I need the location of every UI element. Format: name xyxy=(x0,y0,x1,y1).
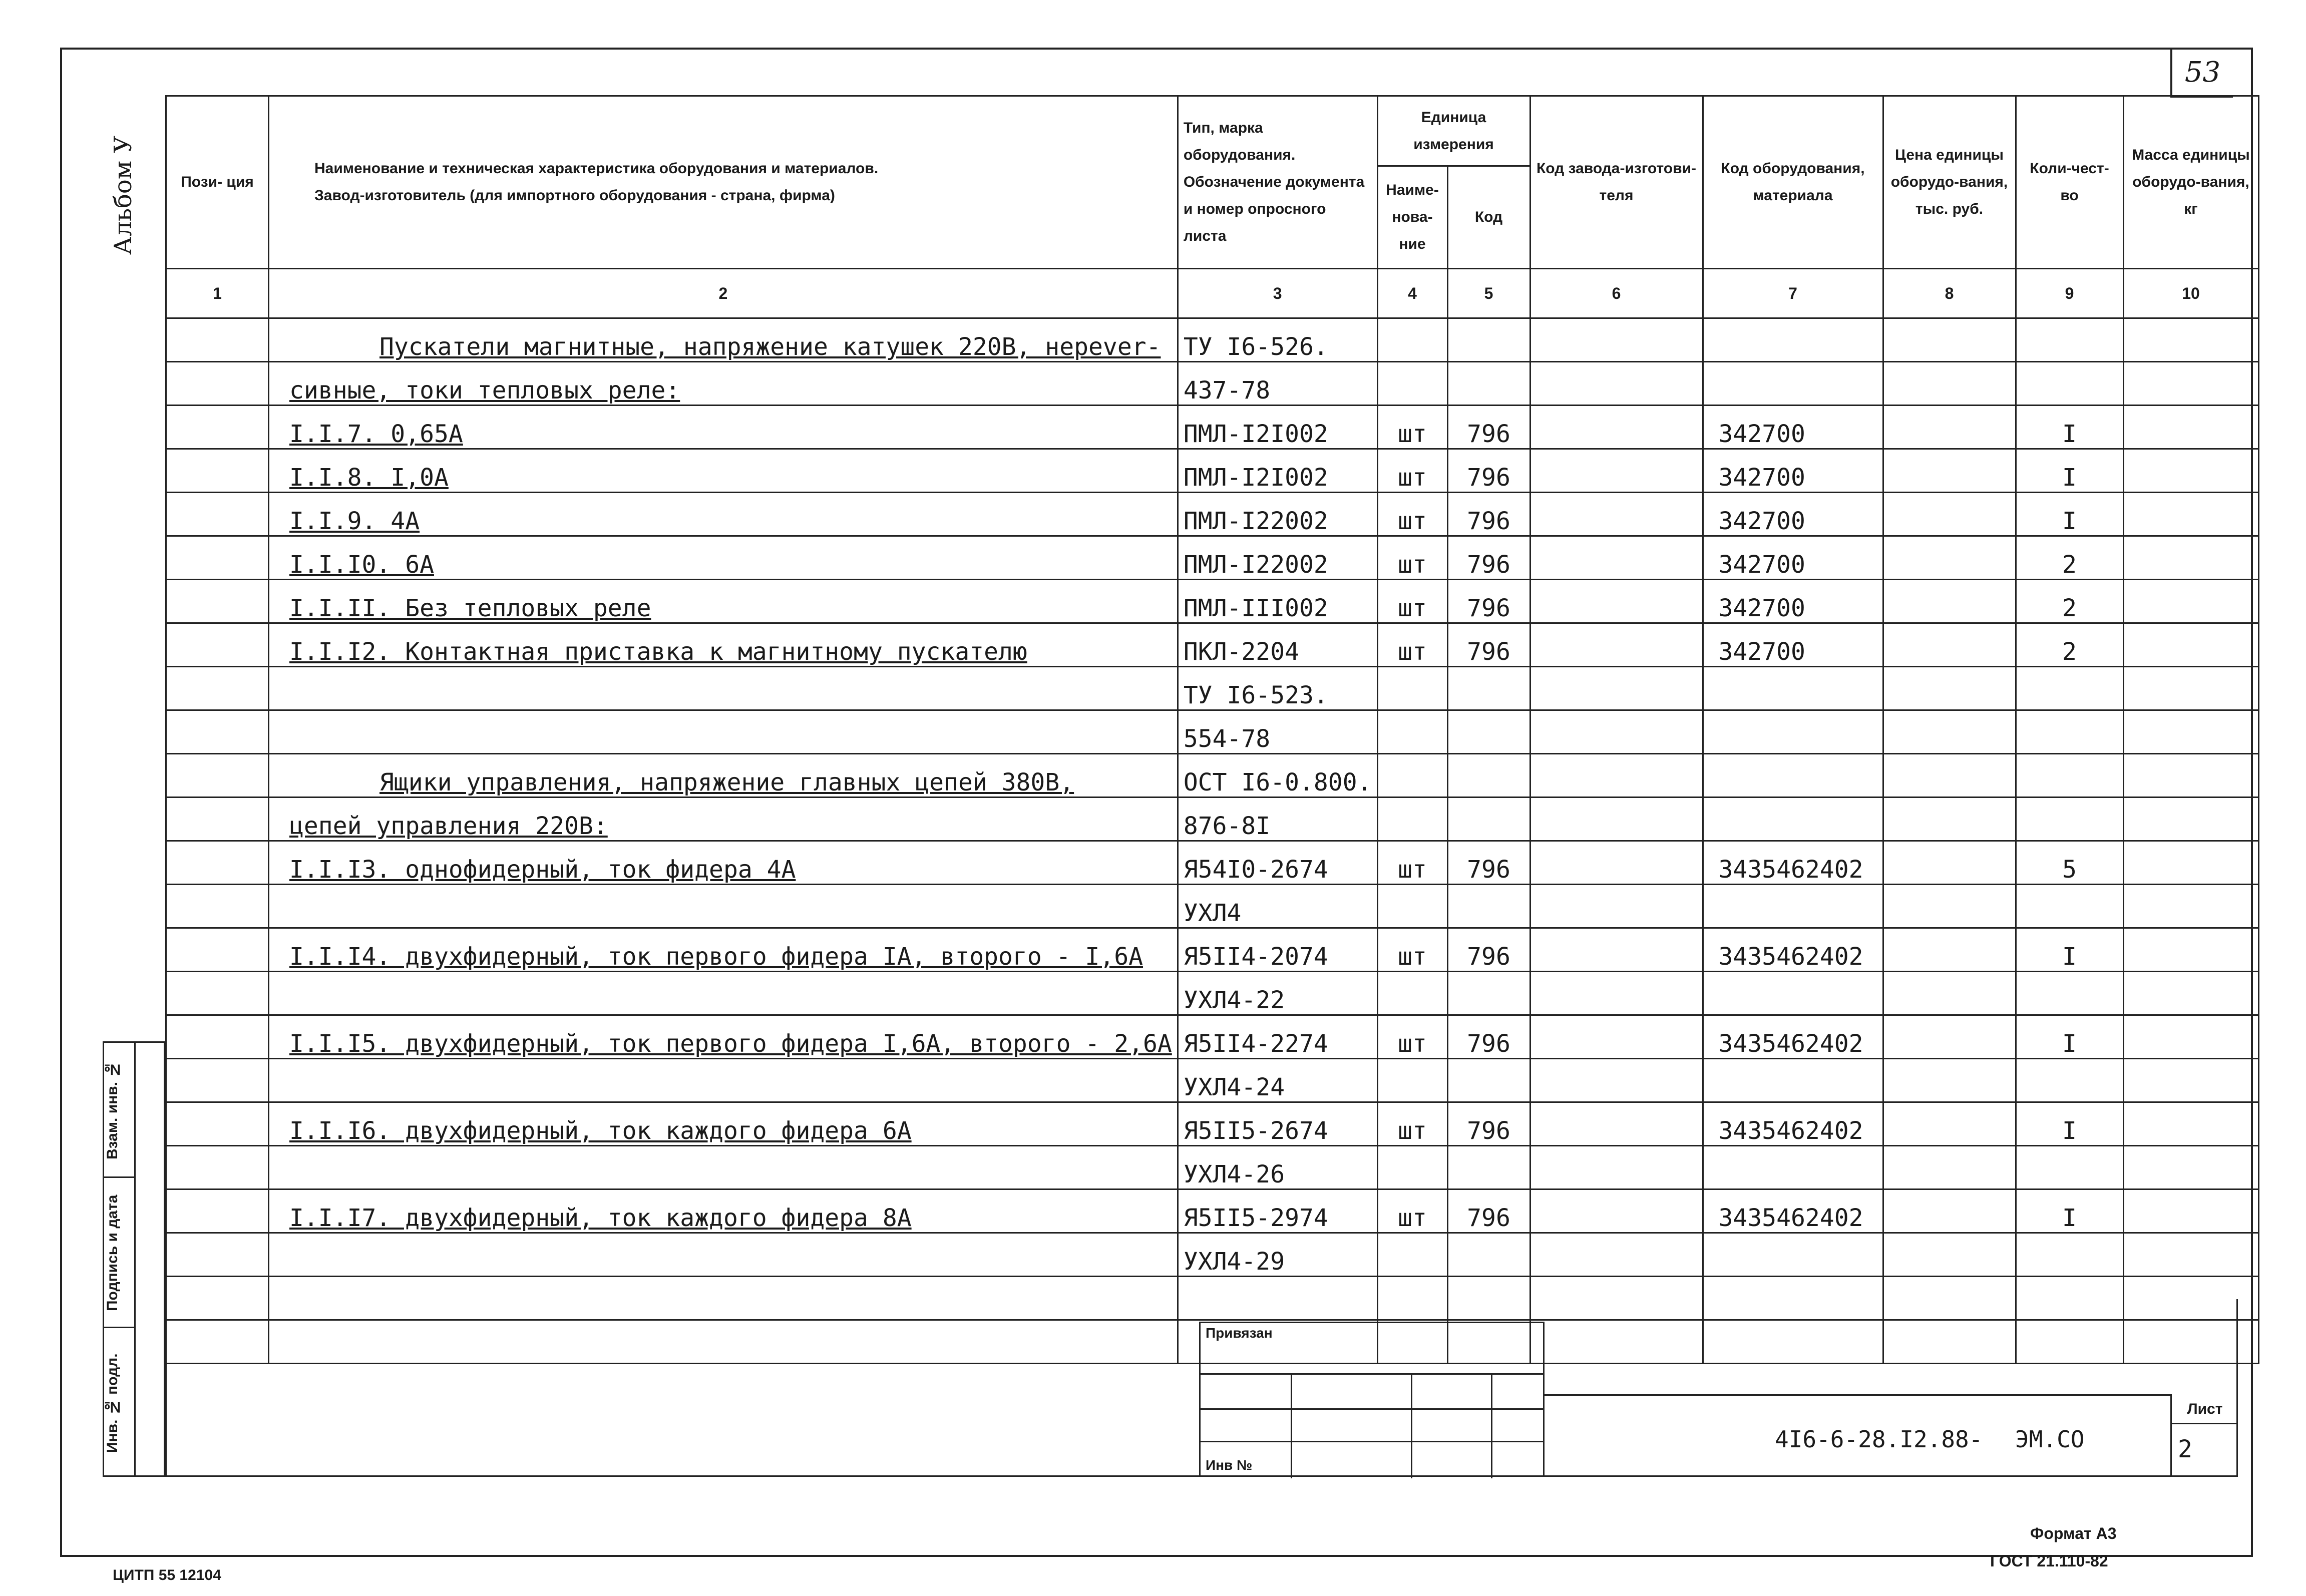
plant-code-cell xyxy=(1530,362,1703,406)
material-code-cell: 342700 xyxy=(1703,406,1883,449)
unit-code-cell xyxy=(1447,754,1530,797)
price-cell xyxy=(1883,449,2016,493)
plant-code-cell xyxy=(1530,318,1703,362)
table-row xyxy=(166,1102,2259,1146)
mass-cell xyxy=(2123,1233,2258,1277)
unit-code-cell xyxy=(1447,318,1530,362)
unit-name-cell: шт xyxy=(1377,536,1447,580)
name-cell: I.I.I4. двухфидерный, ток первого фидера IА, второго - I,6А xyxy=(269,928,1178,972)
position-cell xyxy=(166,841,269,885)
table-row xyxy=(166,972,2259,1015)
material-code-cell xyxy=(1703,318,1883,362)
material-code-cell xyxy=(1703,1146,1883,1189)
name-cell: I.I.I5. двухфидерный, ток первого фидера I,6А, второго - 2,6А xyxy=(269,1015,1178,1059)
binding-label: Привязан xyxy=(1206,1325,1273,1341)
material-code-cell: 3435462402 xyxy=(1703,1102,1883,1146)
material-code-cell xyxy=(1703,1059,1883,1102)
unit-name-cell xyxy=(1377,1233,1447,1277)
column-numbers-row xyxy=(166,269,2259,318)
quantity-cell xyxy=(2016,1146,2123,1189)
name-cell: цепей управления 220В: xyxy=(269,797,1178,841)
type-cell: ПМЛ-I22002 xyxy=(1178,493,1377,536)
mass-cell xyxy=(2123,754,2258,797)
quantity-cell xyxy=(2016,1059,2123,1102)
unit-name-cell: шт xyxy=(1377,406,1447,449)
colnum-3: 3 xyxy=(1178,269,1377,318)
material-code-cell: 3435462402 xyxy=(1703,1189,1883,1233)
mass-cell xyxy=(2123,885,2258,928)
unit-code-cell: 796 xyxy=(1447,449,1530,493)
left-stamp xyxy=(103,1041,165,1477)
type-cell: ПМЛ-I2I002 xyxy=(1178,449,1377,493)
mass-cell xyxy=(2123,1146,2258,1189)
plant-code-cell xyxy=(1530,885,1703,928)
mass-cell xyxy=(2123,667,2258,710)
position-cell xyxy=(166,623,269,667)
table-row xyxy=(166,1233,2259,1277)
plant-code-cell xyxy=(1530,449,1703,493)
colnum-2: 2 xyxy=(269,269,1178,318)
unit-name-cell: шт xyxy=(1377,1102,1447,1146)
table-row xyxy=(166,710,2259,754)
quantity-cell: I xyxy=(2016,1102,2123,1146)
plant-code-cell xyxy=(1530,1233,1703,1277)
name-cell: I.I.7. 0,65А xyxy=(269,406,1178,449)
colnum-1: 1 xyxy=(166,269,269,318)
footer-left: ЦИТП 55 12104 xyxy=(113,1567,221,1583)
price-cell xyxy=(1883,493,2016,536)
header-position: Пози- ция xyxy=(166,96,269,269)
position-cell xyxy=(166,536,269,580)
price-cell xyxy=(1883,928,2016,972)
material-code-cell xyxy=(1703,754,1883,797)
material-code-cell: 342700 xyxy=(1703,536,1883,580)
quantity-cell xyxy=(2016,797,2123,841)
price-cell xyxy=(1883,841,2016,885)
name-cell xyxy=(269,667,1178,710)
plant-code-cell xyxy=(1530,1015,1703,1059)
handwritten-sheet-number: 53 xyxy=(2170,48,2233,98)
table-row xyxy=(166,928,2259,972)
table-row xyxy=(166,318,2259,362)
sheet-label: Лист xyxy=(2172,1394,2238,1424)
header-mass: Масса единицы оборудо-вания, кг xyxy=(2123,96,2258,269)
table-row xyxy=(166,1059,2259,1102)
mass-cell xyxy=(2123,362,2258,406)
unit-code-cell xyxy=(1447,1146,1530,1189)
plant-code-cell xyxy=(1530,406,1703,449)
unit-name-cell xyxy=(1377,797,1447,841)
material-code-cell xyxy=(1703,1233,1883,1277)
price-cell xyxy=(1883,1059,2016,1102)
position-cell xyxy=(166,928,269,972)
type-cell: 437-78 xyxy=(1178,362,1377,406)
unit-code-cell xyxy=(1447,667,1530,710)
material-code-cell xyxy=(1703,362,1883,406)
position-cell xyxy=(166,1233,269,1277)
unit-code-cell: 796 xyxy=(1447,406,1530,449)
price-cell xyxy=(1883,972,2016,1015)
position-cell xyxy=(166,1146,269,1189)
type-cell: УХЛ4 xyxy=(1178,885,1377,928)
mass-cell xyxy=(2123,1015,2258,1059)
price-cell xyxy=(1883,710,2016,754)
name-cell xyxy=(269,1059,1178,1102)
plant-code-cell xyxy=(1530,797,1703,841)
unit-code-cell: 796 xyxy=(1447,623,1530,667)
material-code-cell: 342700 xyxy=(1703,623,1883,667)
unit-name-cell xyxy=(1377,318,1447,362)
unit-code-cell: 796 xyxy=(1447,1015,1530,1059)
unit-name-cell xyxy=(1377,885,1447,928)
colnum-7: 7 xyxy=(1703,269,1883,318)
position-cell xyxy=(166,667,269,710)
mass-cell xyxy=(2123,493,2258,536)
position-cell xyxy=(166,1015,269,1059)
type-cell: ТУ I6-526. xyxy=(1178,318,1377,362)
album-label: Альбом У xyxy=(109,135,137,255)
footer-format: Формат А3 xyxy=(2030,1524,2117,1542)
price-cell xyxy=(1883,667,2016,710)
quantity-cell xyxy=(2016,972,2123,1015)
type-cell: Я5II4-2274 xyxy=(1178,1015,1377,1059)
unit-name-cell xyxy=(1377,754,1447,797)
unit-code-cell: 796 xyxy=(1447,580,1530,623)
price-cell xyxy=(1883,1233,2016,1277)
unit-name-cell xyxy=(1377,1059,1447,1102)
material-code-cell xyxy=(1703,710,1883,754)
type-cell: УХЛ4-22 xyxy=(1178,972,1377,1015)
unit-code-cell xyxy=(1447,1233,1530,1277)
price-cell xyxy=(1883,1102,2016,1146)
quantity-cell xyxy=(2016,710,2123,754)
plant-code-cell xyxy=(1530,841,1703,885)
position-cell xyxy=(166,318,269,362)
unit-name-cell: шт xyxy=(1377,841,1447,885)
table-row xyxy=(166,362,2259,406)
unit-name-cell xyxy=(1377,1146,1447,1189)
material-code-cell xyxy=(1703,797,1883,841)
material-code-cell xyxy=(1703,885,1883,928)
plant-code-cell xyxy=(1530,928,1703,972)
mass-cell xyxy=(2123,1102,2258,1146)
quantity-cell xyxy=(2016,362,2123,406)
name-cell: сивные, токи тепловых реле: xyxy=(269,362,1178,406)
mass-cell xyxy=(2123,580,2258,623)
unit-name-cell xyxy=(1377,667,1447,710)
name-cell xyxy=(269,710,1178,754)
price-cell xyxy=(1883,754,2016,797)
type-cell: Я54I0-2674 xyxy=(1178,841,1377,885)
material-code-cell: 3435462402 xyxy=(1703,1015,1883,1059)
plant-code-cell xyxy=(1530,972,1703,1015)
unit-name-cell xyxy=(1377,362,1447,406)
quantity-cell xyxy=(2016,1233,2123,1277)
material-code-cell: 342700 xyxy=(1703,580,1883,623)
position-cell xyxy=(166,406,269,449)
price-cell xyxy=(1883,623,2016,667)
type-cell: ПМЛ-III002 xyxy=(1178,580,1377,623)
mass-cell xyxy=(2123,406,2258,449)
plant-code-cell xyxy=(1530,1146,1703,1189)
table-row xyxy=(166,406,2259,449)
material-code-cell: 3435462402 xyxy=(1703,841,1883,885)
header-plant-code: Код завода-изготови-теля xyxy=(1530,96,1703,269)
name-cell: I.I.I0. 6А xyxy=(269,536,1178,580)
plant-code-cell xyxy=(1530,580,1703,623)
name-cell: I.I.8. I,0А xyxy=(269,449,1178,493)
colnum-10: 10 xyxy=(2123,269,2258,318)
footer-gost: ГОСТ 21.110-82 xyxy=(1990,1552,2108,1570)
quantity-cell: I xyxy=(2016,449,2123,493)
plant-code-cell xyxy=(1530,623,1703,667)
header-unit-code: Код xyxy=(1447,166,1530,269)
position-cell xyxy=(166,493,269,536)
name-cell xyxy=(269,885,1178,928)
quantity-cell: I xyxy=(2016,493,2123,536)
plant-code-cell xyxy=(1530,754,1703,797)
plant-code-cell xyxy=(1530,1189,1703,1233)
table-row xyxy=(166,667,2259,710)
name-cell: I.I.I6. двухфидерный, ток каждого фидера 6А xyxy=(269,1102,1178,1146)
mass-cell xyxy=(2123,536,2258,580)
quantity-cell: I xyxy=(2016,406,2123,449)
type-cell: УХЛ4-26 xyxy=(1178,1146,1377,1189)
unit-code-cell xyxy=(1447,885,1530,928)
table-row xyxy=(166,580,2259,623)
header-row xyxy=(166,96,2259,166)
position-cell xyxy=(166,1102,269,1146)
colnum-9: 9 xyxy=(2016,269,2123,318)
header-name-line2: Завод-изготовитель (для импортного оборудования - страна, фирма) xyxy=(314,187,835,204)
type-cell: ПКЛ-2204 xyxy=(1178,623,1377,667)
unit-code-cell: 796 xyxy=(1447,1102,1530,1146)
colnum-8: 8 xyxy=(1883,269,2016,318)
unit-name-cell xyxy=(1377,972,1447,1015)
mass-cell xyxy=(2123,318,2258,362)
type-cell: ПМЛ-I2I002 xyxy=(1178,406,1377,449)
unit-name-cell: шт xyxy=(1377,1189,1447,1233)
position-cell xyxy=(166,580,269,623)
material-code-cell xyxy=(1703,667,1883,710)
header-unit-group: Единица измерения xyxy=(1377,96,1530,166)
quantity-cell: 5 xyxy=(2016,841,2123,885)
header-name-line1: Наименование и техническая характеристика оборудования и материалов. xyxy=(314,160,879,177)
table-row xyxy=(166,754,2259,797)
colnum-6: 6 xyxy=(1530,269,1703,318)
specification-table xyxy=(165,95,2259,1364)
header-quantity: Коли-чест-во xyxy=(2016,96,2123,269)
unit-name-cell: шт xyxy=(1377,580,1447,623)
type-cell: 554-78 xyxy=(1178,710,1377,754)
name-cell xyxy=(269,1233,1178,1277)
binding-block xyxy=(1199,1322,1545,1477)
price-cell xyxy=(1883,536,2016,580)
mass-cell xyxy=(2123,710,2258,754)
quantity-cell: I xyxy=(2016,928,2123,972)
position-cell xyxy=(166,972,269,1015)
unit-name-cell: шт xyxy=(1377,449,1447,493)
name-cell: I.I.I7. двухфидерный, ток каждого фидера 8А xyxy=(269,1189,1178,1233)
type-cell: Я5II5-2974 xyxy=(1178,1189,1377,1233)
type-cell: ОСТ I6-0.800. xyxy=(1178,754,1377,797)
name-cell: Ящики управления, напряжение главных цепей 380В, xyxy=(269,754,1178,797)
quantity-cell: 2 xyxy=(2016,536,2123,580)
plant-code-cell xyxy=(1530,1059,1703,1102)
unit-code-cell xyxy=(1447,972,1530,1015)
table-body xyxy=(166,318,2259,1364)
unit-name-cell: шт xyxy=(1377,928,1447,972)
material-code-cell: 3435462402 xyxy=(1703,928,1883,972)
stamp-inv-podl: Инв. № подл. xyxy=(104,1353,121,1453)
type-cell: УХЛ4-24 xyxy=(1178,1059,1377,1102)
mass-cell xyxy=(2123,841,2258,885)
plant-code-cell xyxy=(1530,1102,1703,1146)
mass-cell xyxy=(2123,1059,2258,1102)
position-cell xyxy=(166,362,269,406)
document-code: 4I6-6-28.I2.88- xyxy=(1775,1426,1983,1453)
unit-code-cell: 796 xyxy=(1447,536,1530,580)
unit-code-cell xyxy=(1447,797,1530,841)
material-code-cell: 342700 xyxy=(1703,449,1883,493)
quantity-cell: 2 xyxy=(2016,623,2123,667)
quantity-cell: I xyxy=(2016,1015,2123,1059)
header-name xyxy=(269,96,1178,269)
plant-code-cell xyxy=(1530,536,1703,580)
name-cell: I.I.I3. однофидерный, ток фидера 4А xyxy=(269,841,1178,885)
header-unit-name: Наиме-нова-ние xyxy=(1377,166,1447,269)
quantity-cell xyxy=(2016,667,2123,710)
mass-cell xyxy=(2123,928,2258,972)
name-cell: I.I.9. 4А xyxy=(269,493,1178,536)
material-code-cell: 342700 xyxy=(1703,493,1883,536)
plant-code-cell xyxy=(1530,493,1703,536)
type-cell: ПМЛ-I22002 xyxy=(1178,536,1377,580)
quantity-cell xyxy=(2016,754,2123,797)
header-material-code: Код оборудования, материала xyxy=(1703,96,1883,269)
unit-code-cell: 796 xyxy=(1447,841,1530,885)
position-cell xyxy=(166,885,269,928)
unit-name-cell: шт xyxy=(1377,1015,1447,1059)
plant-code-cell xyxy=(1530,710,1703,754)
header-type: Тип, марка оборудования. Обозначение документа и номер опросного листа xyxy=(1178,96,1377,269)
unit-name-cell: шт xyxy=(1377,493,1447,536)
mass-cell xyxy=(2123,623,2258,667)
material-code-cell xyxy=(1703,972,1883,1015)
stamp-podpis: Подпись и дата xyxy=(104,1194,121,1312)
quantity-cell: I xyxy=(2016,1189,2123,1233)
sheet-value: 2 xyxy=(2178,1435,2192,1463)
colnum-4: 4 xyxy=(1377,269,1447,318)
type-cell: Я5II5-2674 xyxy=(1178,1102,1377,1146)
unit-code-cell: 796 xyxy=(1447,493,1530,536)
position-cell xyxy=(166,710,269,754)
inventory-label: Инв № xyxy=(1206,1457,1253,1473)
name-cell: I.I.II. Без тепловых реле xyxy=(269,580,1178,623)
price-cell xyxy=(1883,580,2016,623)
unit-code-cell: 796 xyxy=(1447,1189,1530,1233)
name-cell: Пускатели магнитные, напряжение катушек 220В, нерever- xyxy=(269,318,1178,362)
unit-code-cell: 796 xyxy=(1447,928,1530,972)
sheet-cell xyxy=(2170,1394,2238,1477)
unit-name-cell: шт xyxy=(1377,623,1447,667)
price-cell xyxy=(1883,1189,2016,1233)
stamp-vzam: Взам. инв. № xyxy=(104,1061,121,1160)
name-cell xyxy=(269,972,1178,1015)
type-cell: 876-8I xyxy=(1178,797,1377,841)
table-row xyxy=(166,885,2259,928)
table-row xyxy=(166,536,2259,580)
table-row xyxy=(166,841,2259,885)
table-row xyxy=(166,493,2259,536)
colnum-5: 5 xyxy=(1447,269,1530,318)
quantity-cell xyxy=(2016,318,2123,362)
quantity-cell xyxy=(2016,885,2123,928)
position-cell xyxy=(166,1059,269,1102)
table-row xyxy=(166,449,2259,493)
table-row xyxy=(166,1189,2259,1233)
price-cell xyxy=(1883,797,2016,841)
position-cell xyxy=(166,1189,269,1233)
price-cell xyxy=(1883,1146,2016,1189)
unit-code-cell xyxy=(1447,1059,1530,1102)
table-row xyxy=(166,1146,2259,1189)
price-cell xyxy=(1883,318,2016,362)
position-cell xyxy=(166,797,269,841)
name-cell: I.I.I2. Контактная приставка к магнитному пускателю xyxy=(269,623,1178,667)
quantity-cell: 2 xyxy=(2016,580,2123,623)
type-cell: ТУ I6-523. xyxy=(1178,667,1377,710)
price-cell xyxy=(1883,406,2016,449)
position-cell xyxy=(166,449,269,493)
price-cell xyxy=(1883,885,2016,928)
unit-name-cell xyxy=(1377,710,1447,754)
type-cell: Я5II4-2074 xyxy=(1178,928,1377,972)
document-mark xyxy=(1545,1394,2170,1477)
mass-cell xyxy=(2123,797,2258,841)
mass-cell xyxy=(2123,972,2258,1015)
mass-cell xyxy=(2123,1189,2258,1233)
mass-cell xyxy=(2123,449,2258,493)
plant-code-cell xyxy=(1530,667,1703,710)
unit-code-cell xyxy=(1447,362,1530,406)
name-cell xyxy=(269,1146,1178,1189)
table-row xyxy=(166,797,2259,841)
table-row xyxy=(166,1015,2259,1059)
document-suffix: ЭМ.СО xyxy=(2015,1426,2085,1453)
price-cell xyxy=(1883,1015,2016,1059)
table-row xyxy=(166,623,2259,667)
unit-code-cell xyxy=(1447,710,1530,754)
price-cell xyxy=(1883,362,2016,406)
type-cell: УХЛ4-29 xyxy=(1178,1233,1377,1277)
header-price: Цена единицы оборудо-вания, тыс. руб. xyxy=(1883,96,2016,269)
position-cell xyxy=(166,754,269,797)
